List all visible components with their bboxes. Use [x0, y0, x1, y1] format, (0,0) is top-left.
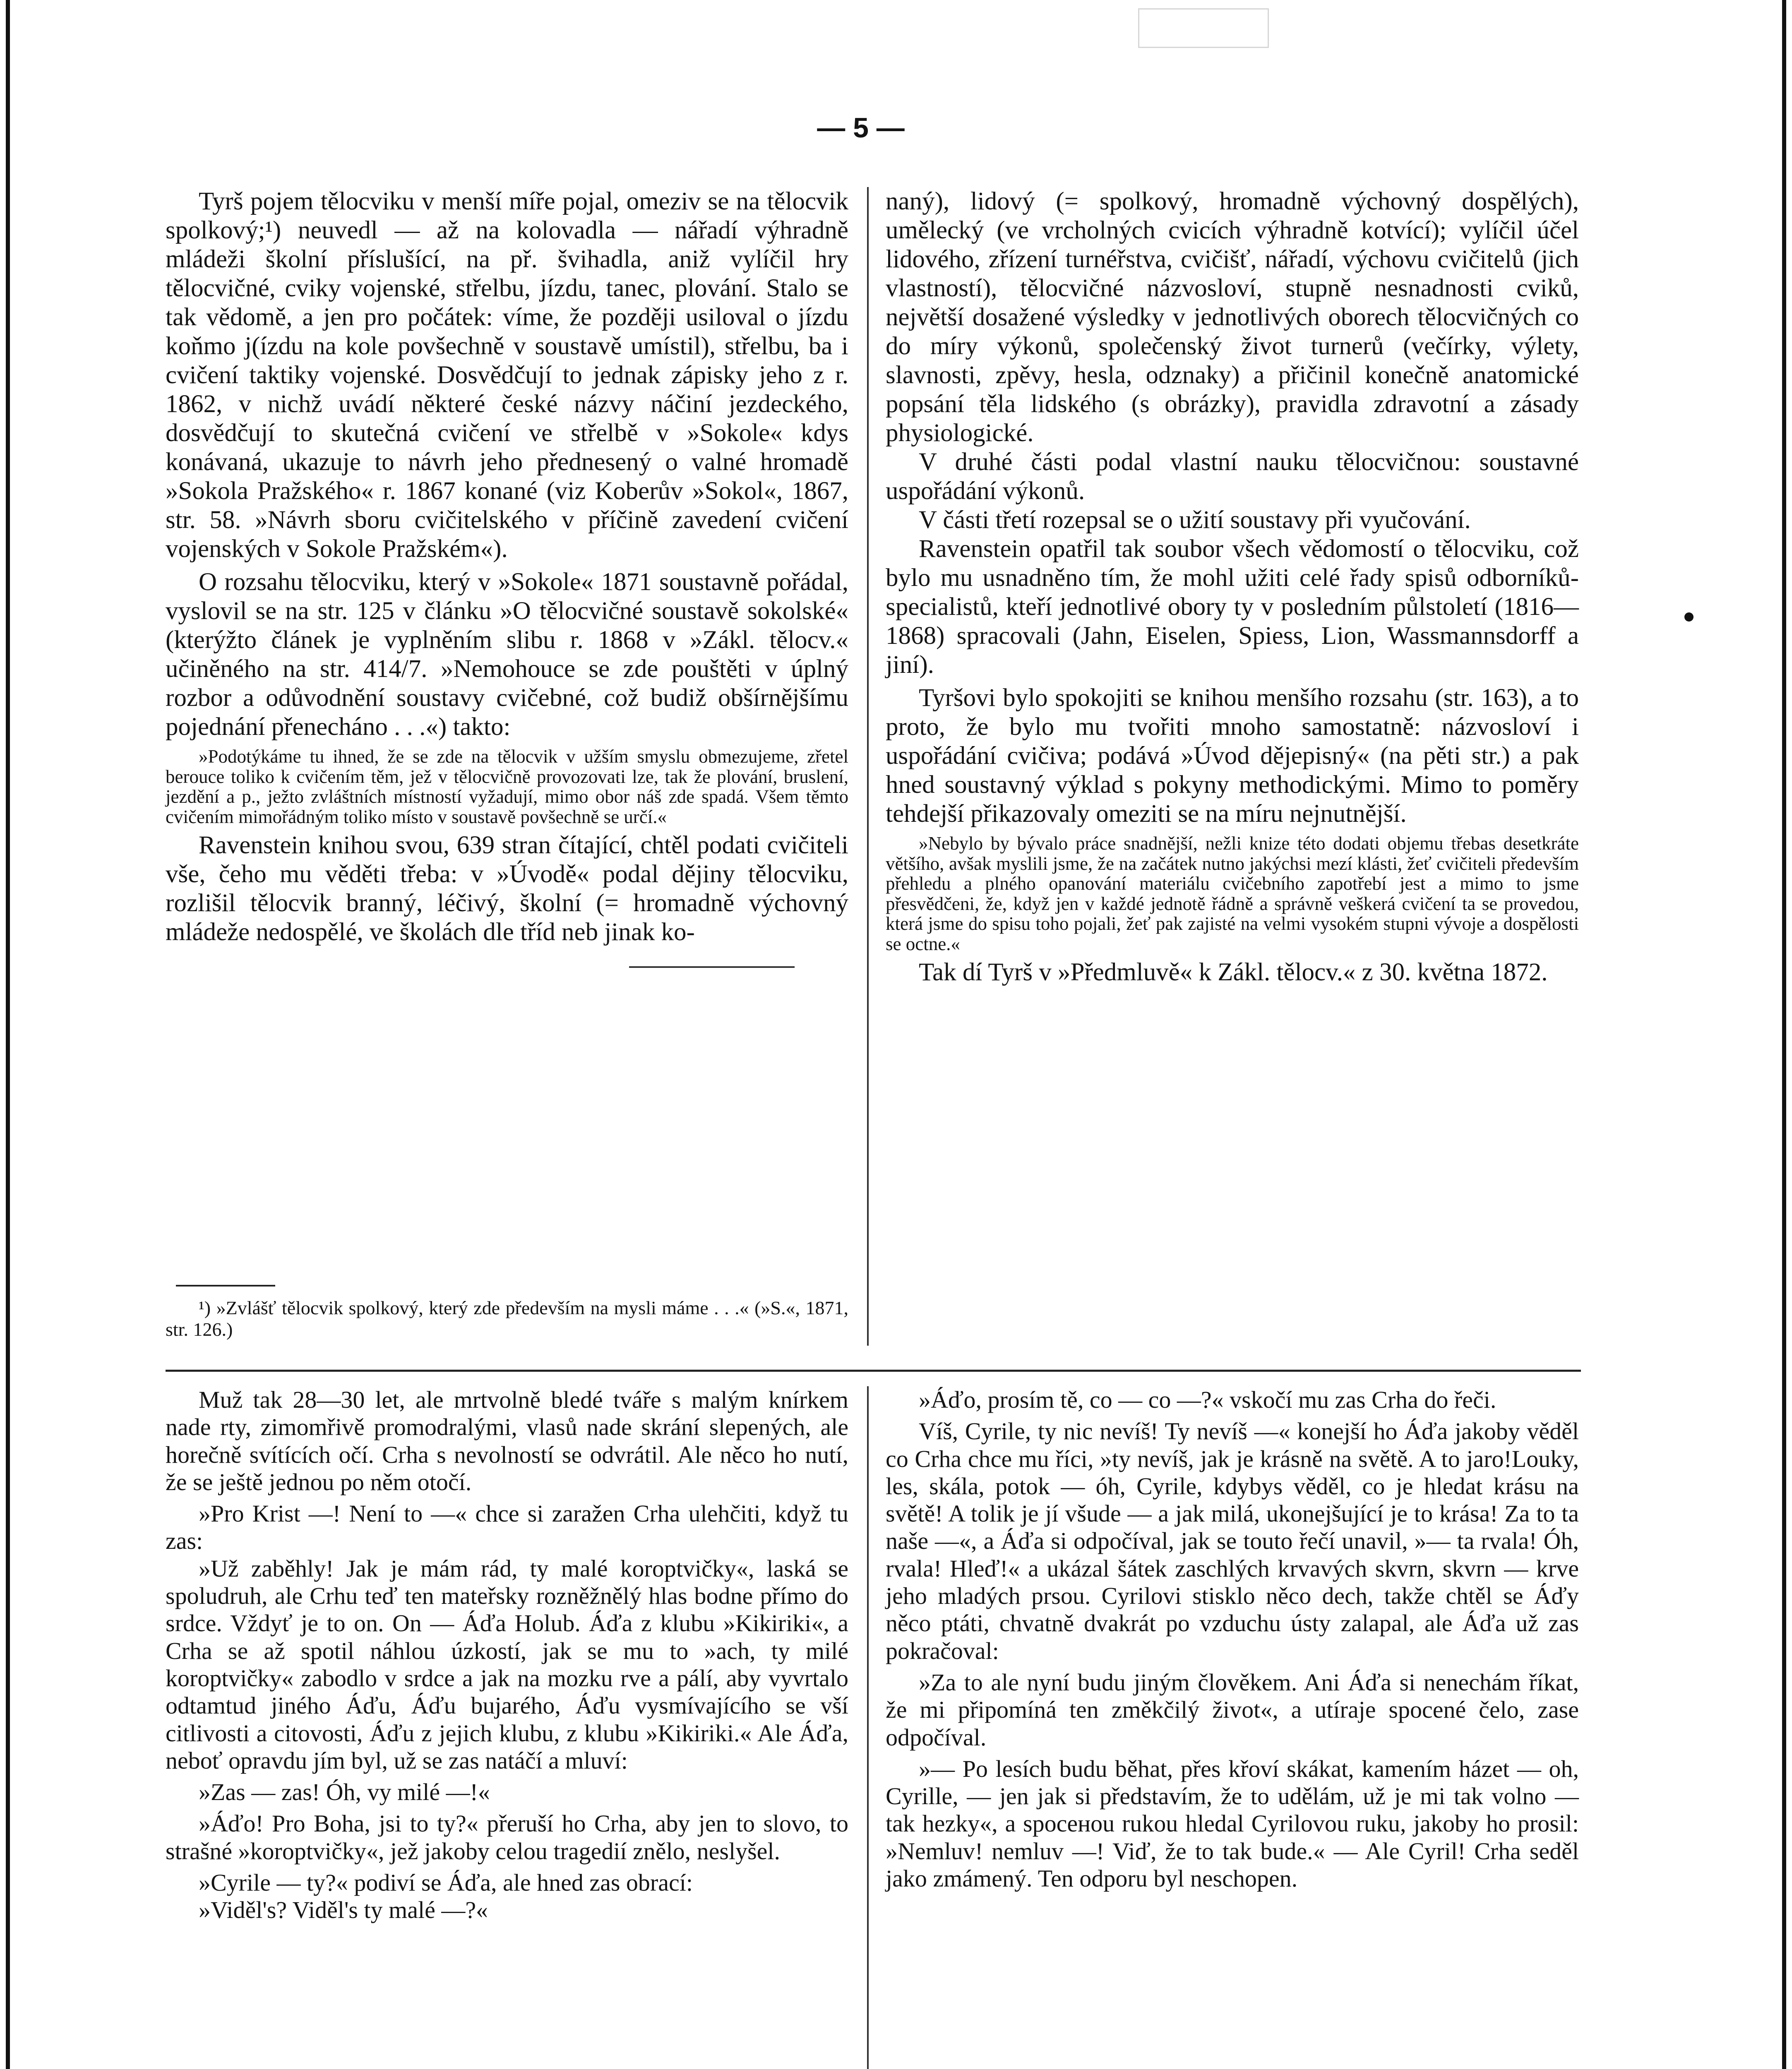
paragraph: »Áďo! Pro Boha, jsi to ty?« přeruší ho Crha, aby jen to slovo, to strašné »koroptvičky«, jež jakoby celou tragedií znělo, neslyšel.: [166, 1810, 848, 1865]
paragraph: »Cyrile — ty?« podiví se Áďa, ale hned zas obrací:: [199, 1869, 693, 1896]
paragraph: »Už zaběhly! Jak je mám rád, ty malé koroptvičky«, laská se spoludruh, ale Crhu teď ten mateřsky rozněžnělý hlas bodne přímo do srdce. Vždyť je to on. On — Áďa Holub. Áďa z klubu »Kikiriki«, a Crha se až spotil náhlou úzkostí, jak se mu to »ach, ty milé koroptvičky« zabodlo v srdce a jak na mozku rve a pálí, aby vyvrtalo odtamtud jiného Áďu, Áďu bujarého, Áďu vysmívajícího se vší citlivosti a citovosti, Áďu z jejich klubu, z klubu »Kikiriki.« Ale Áďa, neboť opravdu jím byl, už se zas natáčí a mluví:: [166, 1555, 848, 1774]
paper-stain: [1138, 8, 1269, 48]
paragraph: Víš, Cyrile, ty nic nevíš! Ty nevíš —« konejší ho Áďa jakoby věděl co Crha chce mu říci, »ty nevíš, jak je krásně na světě. A to jaro!Louky, les, skála, potok — óh, Cyrile, kdybys věděl, co je hledat krásu na světě! A tolik je jí všude — a jak milá, ukonejšující je to krása! Za to ta naše —«, a Áďa si odpočíval, jak se touto řečí unavil, »— ta rvala! Óh, rvala! Hleď!« a ukázal šátek zaschlých krvavých skvrn, skvrn — krve jeho mladých prsou. Cyrilovi stisklo něco dech, takže chtěl se Áďy něco ptáti, chvatně dvakrát po vzduchu ústy zalapal, ale Áďa už zas pokračoval:: [886, 1418, 1579, 1664]
paragraph: Ravenstein knihou svou, 639 stran čítající, chtěl podati cvičiteli vše, čeho mu věděti třeba: v »Úvodě« podal dějiny tělocviku, rozlišil tělocvik branný, léčivý, školní (= hromadně výchovný mládeže nedospělé, ve školách dle tříd neb jinak ko-: [166, 831, 848, 946]
footnote-rule: [176, 1285, 275, 1287]
story-column-left: [166, 1386, 848, 1924]
paragraph: Tak dí Tyrš v »Předmluvě« k Zákl. tělocv.« z 30. května 1872.: [919, 958, 1548, 986]
page-number: — 5 —: [817, 112, 905, 144]
paragraph: V druhé části podal vlastní nauku tělocvičnou: soustavné uspořádání výkonů.: [886, 448, 1579, 505]
paragraph: »— Po lesích budu běhat, přes křoví skákat, kamením házet — oh, Cyrille, — jen jak si představím, že to udělám, už je mi tak volno — tak hezky«, a spoceнou rukou hledal Cyrilovou ruku, jakoby ho prosil: »Nemluv! nemluv —! Viď, že to tak bude.« — Ale Cyril! Crha seděl jako zmámený. Ten odporu byl neschopen.: [886, 1755, 1579, 1892]
paragraph: »Zas — zas! Óh, vy milé —!«: [199, 1779, 490, 1806]
column-divider: [867, 1386, 869, 2069]
article-column-left: [166, 187, 848, 947]
article-column-right: [886, 187, 1579, 987]
story-column-right: [886, 1386, 1579, 1892]
paragraph: Ravenstein opatřil tak soubor všech vědomostí o tělocviku, což bylo mu usnadněno tím, že mohl užiti celé řady spisů odborníků-specialistů, kteří jednotlivé obory ty v posledním půlstoletí (1816—1868) spracovali (Jahn, Eiselen, Spiess, Lion, Wassmannsdorff a jiní).: [886, 535, 1579, 679]
section-divider: [166, 1370, 1581, 1372]
paragraph: »Áďo, prosím tě, co — co —?« vskočí mu zas Crha do řeči.: [919, 1386, 1497, 1413]
paragraph: O rozsahu tělocviku, který v »Sokole« 1871 soustavně pořádal, vyslovil se na str. 125 v článku »O tělocvičné soustavě sokolské« (kterýžto článek je vyplněním slibu r. 1868 v »Zákl. tělocv.« učiněného na str. 414/7. »Nemohouce se zde pouštěti v úplný rozbor a odůvodnění soustavy cvičebné, což budiž obšírnějšímu pojednání přenecháno . . .«) takto:: [166, 568, 848, 741]
paragraph: »Pro Krist —! Není to —« chce si zaražen Crha ulehčiti, když tu zas:: [166, 1500, 848, 1555]
block-quote: »Nebylo by bývalo práce snadnější, nežli knize této dodati objemu třebas desetkráte většího, avšak myslili jsme, že na začátek nutno jakýchsi mezí klásti, žeť cvičiteli především přehledu a plného opanování materiálu cvičebního zapotřebí jest a mimo to jsme přesvědčeni, že, když jen v každé jednotě řádně a správně veškerá cvičení ta se provedou, která jsme do spisu toho pojali, žeť pak zajisté na velmi vysokém stupni vývoje a dospělosti se octne.«: [886, 833, 1579, 954]
footnote: ¹) »Zvlášť tělocvik spolkový, který zde především na mysli máme . . .« (»S.«, 1871, str. 126.): [166, 1297, 848, 1340]
paragraph: Tyršovi bylo spokojiti se knihou menšího rozsahu (str. 163), a to proto, že bylo mu tvořiti mnoho samostatně: názvosloví i uspořádání cvičiva; podává »Úvod dějepisný« (na pěti str.) a pak hned soustavný výklad s pokyny methodickými. Mimo to poměry tehdejší přikazovaly omeziti se na míru nejnutnější.: [886, 684, 1579, 828]
column-divider: [867, 187, 869, 1346]
paragraph: Muž tak 28—30 let, ale mrtvolně bledé tváře s malým knírkem nade rty, zimomřivě promodralými, vlasů nade skrání slepených, ale horečně svítících očí. Crha s nevolností se odvrátil. Ale něco ho nutí, že se ještě jednou po něm otočí.: [166, 1386, 848, 1495]
quote-rule: [629, 966, 795, 968]
paragraph: V části třetí rozepsal se o užití soustavy při vyučování.: [919, 506, 1471, 534]
paragraph: »Viděl's? Viděl's ty malé —?«: [199, 1896, 488, 1924]
paragraph: »Za to ale nyní budu jiným člověkem. Ani Áďa si nenechám říkat, že mi připomíná ten změkčilý život«, a utíraje spocené čelo, zase odpočíval.: [886, 1668, 1579, 1751]
paragraph: naný), lidový (= spolkový, hromadně výchovný dospělých), umělecký (ve vrcholných cvicích výhradně kotvící); vylíčil účel lidového, zřízení turnéřstva, cvičišť, nářadí, výchovu cvičitelů (jich vlastností), tělocvičné názvosloví, stupně nesnadnosti cviků, největší dosažené výsledky v jednotlivých oborech tělocvičných co do míry výkonů, společenský život turnerů (večírky, výlety, slavnosti, zpěvy, hesla, odznaky) a přičinil konečně anatomické popsání těla lidského (s obrázky), pravidla zdravotní a zásady physiologické.: [886, 187, 1579, 447]
block-quote: »Podotýkáme tu ihned, že se zde na tělocvik v užším smyslu obmezujeme, zřetel berouce toliko k cvičením těm, jež v tělocvičně provozovati lze, tak že plování, bruslení, jezdění a p., ježto zvláštních místností vyžadují, mimo obor náš zde spadá. Všem těmto cvičením mimořádným toliko místo v soustavě povšechně se určí.«: [166, 746, 848, 827]
paragraph: Tyrš pojem tělocviku v menší míře pojal, omeziv se na tělocvik spolkový;¹) neuvedl — až na kolovadla — nářadí výhradně mládeži školní příslušící, na př. švihadla, aniž vylíčil hry tělocvičné, cviky vojenské, střelbu, jízdu, tanec, plování. Stalo se tak vědomě, a jen pro počátek: víme, že později usiloval o jízdu koňmo j(ízdu na kole povšechně v soustavě umístil), střelbu, ba i cvičení taktiky vojenské. Dosvědčují to jednak zápisky jeho z r. 1862, v nichž uvádí některé české názvy náčiní jezdeckého, dosvědčují to skutečná cvičení ve střelbě v »Sokole« kdys konávaná, ukazuje to návrh jeho přednesený o valné hromadě »Sokola Pražského« r. 1867 konané (viz Koberův »Sokol«, 1867, str. 58. »Návrh sboru cvičitelského v příčině zavedení cvičení vojenských v Sokole Pražském«).: [166, 187, 848, 563]
margin-mark: [1684, 612, 1694, 622]
